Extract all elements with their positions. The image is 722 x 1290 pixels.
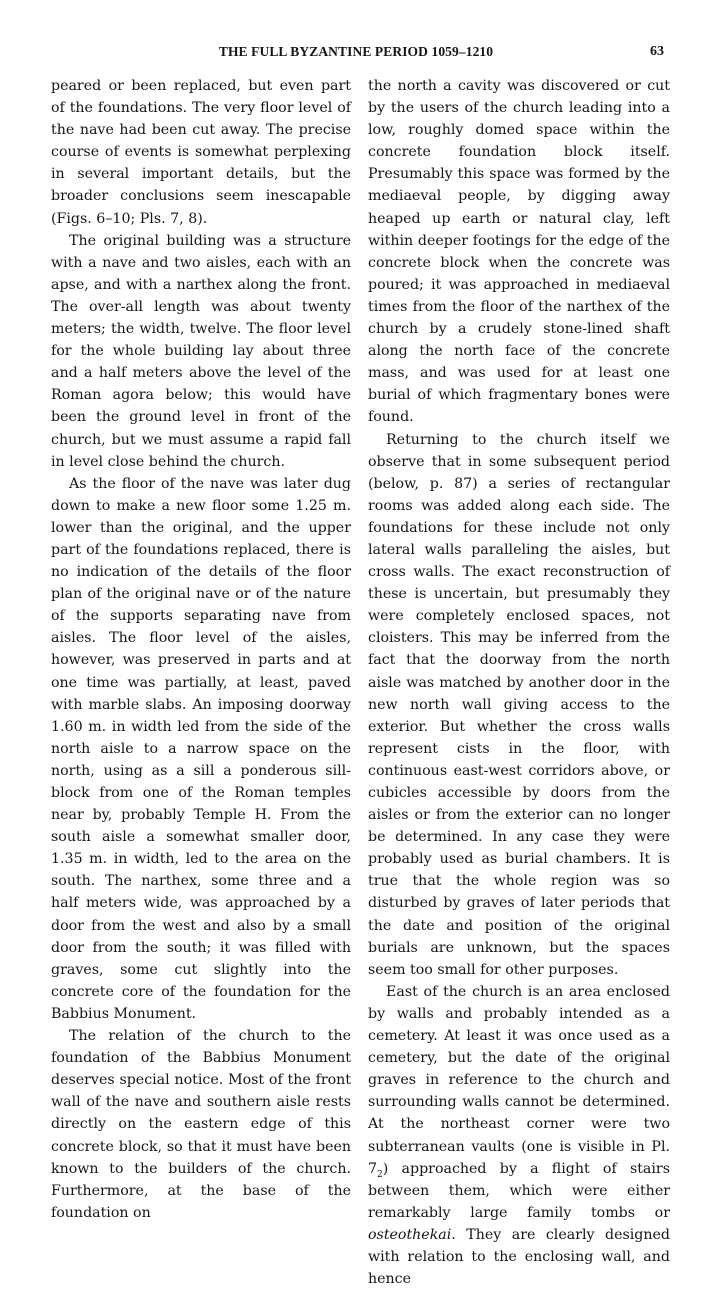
right-column xyxy=(368,75,670,1290)
paragraph-text: East of the church is an area enclosed by walls and probably intended as a cemetery. At least it was once used as a cemetery, but the date of the original graves in reference to the church and surrounding walls cannot be determined. At the northeast corner were two subterranean vaults (one is visible in Pl. 7 xyxy=(368,983,670,1177)
paragraph-text: ) approached by a flight of stairs between them, which were either remarkably large family tombs or xyxy=(368,1160,670,1221)
left-column xyxy=(51,75,351,1224)
italic-term: osteothekai xyxy=(368,1226,452,1243)
plate-subscript: 2 xyxy=(377,1169,383,1180)
running-title: THE FULL BYZANTINE PERIOD 1059–1210 xyxy=(218,44,494,59)
page-header xyxy=(48,44,664,64)
paragraph: the north a cavity was discovered or cut by the users of the church leading into a low, roughly domed space within the concrete foundation block itself. Presumably this space was formed by the mediaeval people, by digging away heaped up earth or natural clay, left within deeper footings for the edge of the concrete block when the concrete was poured; it was approached in mediaeval times from the floor of the narthex of the church by a crudely stone-lined shaft along the north face of the concrete mass, and was used for at least one burial of which fragmentary bones were found. xyxy=(368,78,670,426)
paragraph: The original building was a structure with a nave and two aisles, each with an apse, and with a narthex along the front. The over-all length was about twenty meters; the width, twelve. The floor level for the whole building lay about three and a half meters above the level of the Roman agora below; this would have been the ground level in front of the church, but we must assume a rapid fall in level close behind the church. xyxy=(51,232,351,470)
paragraph: The relation of the church to the foundation of the Babbius Monument deserves special notice. Most of the front wall of the nave and southern aisle rests directly on the eastern edge of this concrete block, so that it must have been known to the builders of the church. Furthermore, at the base of the foundation on xyxy=(51,1028,351,1221)
page-number: 63 xyxy=(650,44,664,59)
paragraph: peared or been replaced, but even part of the foundations. The very floor level of the nave had been cut away. The precise course of events is somewhat perplexing in several important details, but the broader conclusions seem inescapable (Figs. 6–10; Pls. 7, 8). xyxy=(51,78,351,227)
paragraph-text: . They are clearly designed with relation to the enclosing wall, and hence xyxy=(368,1226,670,1288)
paragraph xyxy=(368,981,670,1290)
paragraph: As the floor of the nave was later dug down to make a new floor some 1.25 m. lower than the original, and the upper part of the foundations replaced, there is no indication of the details of the floor plan of the original nave or of the nature of the supports separating nave from aisles. The floor level of the aisles, however, was preserved in parts and at one time was partially, at least, paved with marble slabs. An imposing doorway 1.60 m. in width led from the side of the north aisle to a narrow space on the north, using as a sill a ponderous sill-block from one of the Roman temples near by, probably Temple H. From the south aisle a somewhat smaller door, 1.35 m. in width, led to the area on the south. The narthex, some three and a half meters wide, was approached by a door from the west and also by a small door from the south; it was filled with graves, some cut slightly into the concrete core of the foundation for the Babbius Monument. xyxy=(51,475,351,1022)
paragraph: Returning to the church itself we observe that in some subsequent period (below, p. 87) a series of rectangular rooms was added along each side. The foundations for these include not only lateral walls paralleling the aisles, but cross walls. The exact reconstruction of these is uncertain, but presumably they were completely enclosed spaces, not cloisters. This may be inferred from the fact that the doorway from the north aisle was matched by another door in the new north wall giving access to the exterior. But whether the cross walls represent cists in the floor, with continuous east-west corridors above, or cubicles accessible by doors from the aisles or from the exterior can no longer be determined. In any case they were probably used as burial chambers. It is true that the whole region was so disturbed by graves of later periods that the date and position of the original burials are unknown, but the spaces seem too small for other purposes. xyxy=(368,431,670,978)
